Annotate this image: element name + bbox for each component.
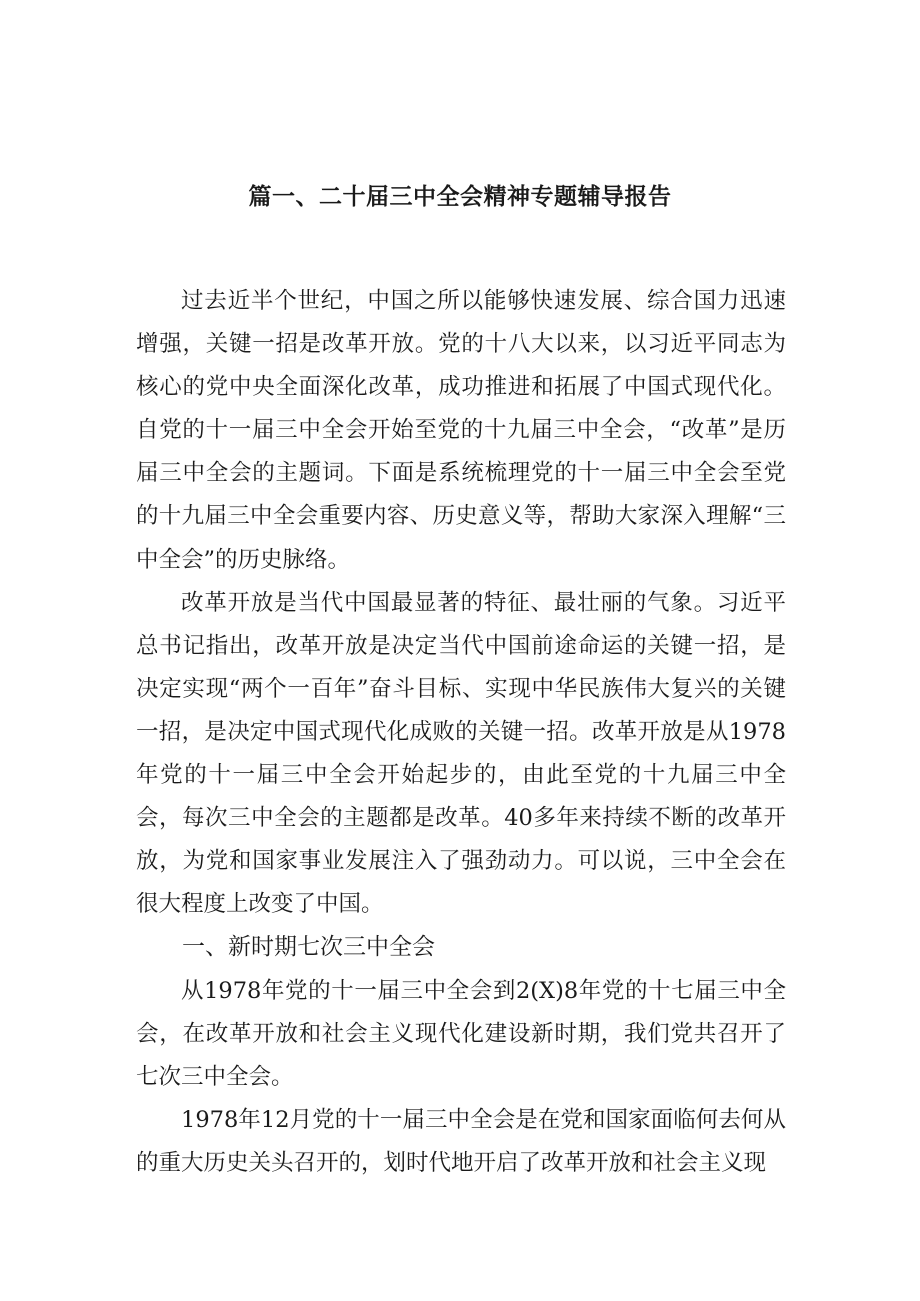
paragraph-seven-sessions: 从1978年党的十一届三中全会到2(X)8年党的十七届三中全会，在改革开放和社会主义现代化建设新时期，我们党共召开了七次三中全会。 <box>136 977 786 1090</box>
section-heading: 一、新时期七次三中全会 <box>182 934 435 961</box>
document-body <box>136 280 786 1185</box>
paragraph-1978-session: 1978年12月党的十一届三中全会是在党和国家面临何去何从的重大历史关头召开的，划时代地开启了改革开放和社会主义现 <box>136 1106 786 1176</box>
document-title: 篇一、二十届三中全会精神专题辅导报告 <box>248 184 672 210</box>
paragraph-reform: 改革开放是当代中国最显著的特征、最壮丽的气象。习近平总书记指出，改革开放是决定当代中国前途命运的关键一招，是决定实现“两个一百年”奋斗目标、实现中华民族伟大复兴的关键一招，是决定中国式现代化成败的关键一招。改革开放是从1978年党的十一届三中全会开始起步的，由此至党的十九届三中全会，每次三中全会的主题都是改革。40多年来持续不断的改革开放，为党和国家事业发展注入了强劲动力。可以说，三中全会在很大程度上改变了中国。 <box>136 589 786 918</box>
paragraph-intro: 过去近半个世纪，中国之所以能够快速发展、综合国力迅速增强，关键一招是改革开放。党的十八大以来，以习近平同志为核心的党中央全面深化改革，成功推进和拓展了中国式现代化。自党的十一届三中全会开始至党的十九届三中全会，“改革”是历届三中全会的主题词。下面是系统梳理党的十一届三中全会至党的十九届三中全会重要内容、历史意义等，帮助大家深入理解“三中全会”的历史脉络。 <box>136 288 786 573</box>
